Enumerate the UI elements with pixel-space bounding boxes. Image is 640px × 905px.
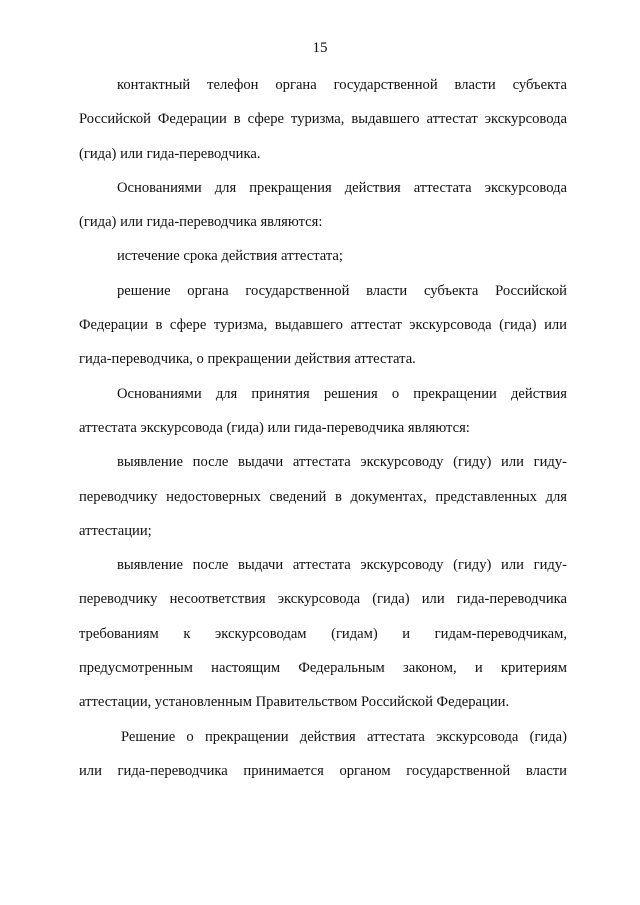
text-line: аттестации; — [79, 522, 152, 539]
text-line: (гида) или гида-переводчика. — [79, 145, 261, 162]
text-line: гида-переводчика, о прекращении действия аттестата. — [79, 351, 416, 368]
text-line: Основаниями для прекращения действия аттестата экскурсовода — [117, 179, 567, 196]
text-line: истечение срока действия аттестата; — [117, 248, 343, 265]
text-line: решение органа государственной власти субъекта Российской — [117, 282, 567, 299]
text-line: контактный телефон органа государственной власти субъекта — [117, 77, 567, 93]
text-line: требованиям к экскурсоводам (гидам) и гидам-переводчикам, — [79, 625, 567, 642]
text-line: или гида-переводчика принимается органом государственной власти — [79, 762, 567, 779]
text-line: Российской Федерации в сфере туризма, выдавшего аттестат экскурсовода — [79, 111, 567, 128]
text-line: (гида) или гида-переводчика являются: — [79, 214, 323, 231]
document-body — [79, 68, 567, 788]
text-line: переводчику недостоверных сведений в документах, представленных для — [79, 488, 567, 505]
text-line: переводчику несоответствия экскурсовода (гида) или гида-переводчика — [79, 591, 567, 608]
text-line: Федерации в сфере туризма, выдавшего аттестат экскурсовода (гида) или — [79, 317, 567, 334]
page-number: 15 — [312, 40, 328, 56]
text-line: Решение о прекращении действия аттестата экскурсовода (гида) — [121, 728, 567, 745]
text-line: выявление после выдачи аттестата экскурсоводу (гиду) или гиду- — [117, 454, 567, 471]
text-line: Основаниями для принятия решения о прекращении действия — [117, 385, 567, 402]
text-line: предусмотренным настоящим Федеральным законом, и критериям — [79, 660, 567, 677]
text-line: выявление после выдачи аттестата экскурсоводу (гиду) или гиду- — [117, 557, 567, 574]
text-line: аттестата экскурсовода (гида) или гида-переводчика являются: — [79, 419, 470, 436]
text-line: аттестации, установленным Правительством Российской Федерации. — [79, 694, 510, 711]
